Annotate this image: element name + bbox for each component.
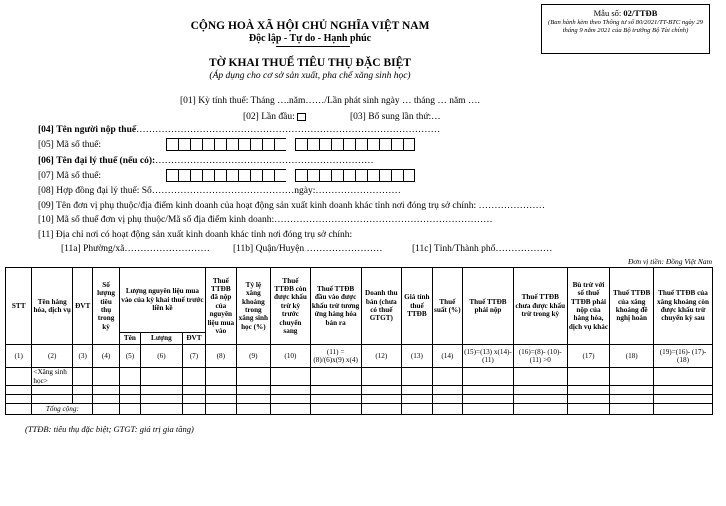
col-number: (1) (6, 345, 32, 368)
col-number: (5) (119, 345, 140, 368)
field-11-code: [11] (38, 230, 54, 240)
form-number-code: 02/TTĐB (623, 8, 658, 18)
column-number-row (6, 345, 713, 368)
row-item-name: <Xăng sinh học> (32, 368, 73, 386)
field-08-text: Hợp đồng đại lý thuế: Số………………………………………ngày:……………………… (56, 186, 401, 196)
field-01-text: Kỳ tính thuế: Tháng ….năm……/Lần phát sinh ngày … tháng … năm …. (198, 96, 480, 106)
field-05-text: Mã số thuế: (56, 140, 102, 150)
field-11a-text: Phường/xã……………………… (83, 244, 210, 254)
header-unit: ĐVT (73, 268, 93, 345)
field-06-label: Tên đại lý thuế (nếu có): (56, 156, 156, 166)
first-time-checkbox[interactable] (297, 113, 306, 121)
header-mat-qty: Lượng (141, 333, 183, 345)
col-number: (14) (432, 345, 462, 368)
header-revenue: Doanh thu bán (chưa có thuế GTGT) (361, 268, 402, 345)
field-10-text: Mã số thuế đơn vị phụ thuộc/Mã số địa điểm kinh doanh:…………………………………………………………… (56, 215, 493, 225)
tax-code-boxes[interactable] (166, 138, 415, 151)
col-number: (4) (93, 345, 119, 368)
field-07-agent-tax-code-label (38, 171, 101, 181)
field-10-dependent-tax-code[interactable] (38, 215, 493, 225)
col-number: (13) (402, 345, 432, 368)
form-number (542, 8, 709, 18)
header-deductible: Thuế TTĐB đầu vào được khấu trừ tương ứng hàng hóa bán ra (310, 268, 361, 345)
header-payable: Thuế TTĐB phải nộp (463, 268, 514, 345)
field-04-dots: …………………………………………………………………………………… (136, 125, 441, 135)
form-legal-note: (Ban hành kèm theo Thông tư số 80/2021/TT-BTC ngày 29 tháng 9 năm 2021 của Bộ trưởng Bộ Tài chính) (548, 19, 703, 34)
total-label: Tổng cộng: (32, 404, 93, 415)
field-07-text: Mã số thuế: (56, 171, 102, 181)
header-tax-base: Giá tính thuế TTĐB (402, 268, 432, 345)
currency-unit: Đơn vị tiền: Đồng Việt Nam (627, 257, 712, 266)
field-04-label: Tên người nộp thuế (56, 125, 137, 135)
table-row[interactable] (6, 395, 713, 404)
field-11c-text: Tỉnh/Thành phố……………… (433, 244, 553, 254)
header-tax-rate: Thuế suất (%) (432, 268, 462, 345)
field-01-tax-period[interactable] (180, 96, 480, 106)
header-ratio: Tỷ lệ xăng khoáng trong xăng sinh học (%) (236, 268, 271, 345)
col-number: (15)=(13) x(14)-(11) (463, 345, 514, 368)
form-number-label: Mẫu số: (593, 8, 622, 18)
field-09-code: [09] (38, 201, 54, 211)
header-offset: Bù trừ với số thuế TTĐB phải nộp của hàng hóa, dịch vụ khác (567, 268, 610, 345)
field-08-code: [08] (38, 186, 54, 196)
national-motto: Độc lập - Tự do - Hạnh phúc (248, 33, 372, 44)
header-refund: Thuế TTĐB của xăng khoáng đề nghị hoàn (610, 268, 654, 345)
field-11-text: Địa chỉ nơi có hoạt động sản xuất kinh doanh khác tỉnh nơi đóng trụ sở chính: (55, 230, 353, 240)
col-number: (16)=(8)- (10)-(11) >0 (513, 345, 567, 368)
col-number: (7) (182, 345, 205, 368)
col-number: (17) (567, 345, 610, 368)
col-number: (19)=(16)- (17)-(18) (654, 345, 713, 368)
field-08-agent-contract[interactable] (38, 186, 401, 196)
field-02-text: Lần đầu: (261, 112, 295, 122)
field-09-dependent-unit[interactable] (38, 201, 545, 211)
agent-tax-code-boxes[interactable] (166, 169, 415, 182)
field-09-text: Tên đơn vị phụ thuộc/địa điểm kinh doanh của hoạt động sản xuất kinh doanh khác tỉnh nơi đóng trụ sở chính: ………………… (56, 201, 545, 211)
table-row[interactable] (6, 386, 713, 395)
header-quantity: Số lượng tiêu thụ trong kỳ (93, 268, 119, 345)
form-number-box (541, 4, 710, 54)
field-10-code: [10] (38, 215, 54, 225)
field-05-tax-code-label (38, 140, 101, 150)
field-06-code: [06] (38, 156, 54, 166)
field-01-code: [01] (180, 96, 196, 106)
header-stt: STT (6, 268, 32, 345)
field-11c-province[interactable] (412, 244, 552, 254)
header-materials-group: Lượng nguyên liệu mua vào của kỳ khai thuế trước liền kề (119, 268, 205, 333)
header-mat-unit: ĐVT (182, 333, 205, 345)
document-title: TỜ KHAI THUẾ TIÊU THỤ ĐẶC BIỆT (209, 57, 411, 69)
header-not-deducted: Thuế TTĐB còn được khấu trừ kỳ trước chuyển sang (271, 268, 311, 345)
col-number: (10) (271, 345, 311, 368)
col-number: (2) (32, 345, 73, 368)
motto-underline (276, 46, 350, 47)
field-04-taxpayer-name[interactable] (38, 125, 440, 135)
document-subtitle: (Áp dụng cho cơ sở sản xuất, pha chế xăng sinh học) (209, 71, 411, 81)
header-mat-name: Tên (119, 333, 140, 345)
field-03-code: [03] (350, 112, 366, 122)
header-not-deducted-fully: Thuế TTĐB chưa được khấu trừ trong kỳ (513, 268, 567, 345)
col-number: (6) (141, 345, 183, 368)
field-04-code: [04] (38, 125, 54, 135)
col-number: (18) (610, 345, 654, 368)
field-11a-ward[interactable] (61, 244, 210, 254)
field-05-code: [05] (38, 140, 54, 150)
field-11b-district[interactable] (233, 244, 383, 254)
col-number: (12) (361, 345, 402, 368)
field-11b-code: [11b] (233, 244, 254, 254)
field-02-code: [02] (243, 112, 259, 122)
table-row[interactable] (6, 368, 713, 386)
tax-declaration-table (5, 267, 713, 415)
field-11b-text: Quận/Huyện …………………… (255, 244, 383, 254)
field-03-text: Bổ sung lần thứ:… (368, 112, 441, 122)
field-11c-code: [11c] (412, 244, 432, 254)
field-06-agent-name[interactable] (38, 156, 374, 166)
field-11-address (38, 230, 352, 240)
field-11a-code: [11a] (61, 244, 81, 254)
col-number: (8) (206, 345, 236, 368)
field-06-dots: …………………………………………………………… (155, 156, 374, 166)
header-carry-forward: Thuế TTĐB của xăng khoáng còn được khấu trừ chuyển kỳ sau (654, 268, 713, 345)
col-number: (9) (236, 345, 271, 368)
header-tax-paid-materials: Thuế TTĐB đã nộp của nguyên liệu mua vào (206, 268, 236, 345)
national-title: CỘNG HOÀ XÃ HỘI CHỦ NGHĨA VIỆT NAM (190, 20, 430, 32)
total-row (6, 404, 713, 415)
footnote: (TTĐB: tiêu thụ đặc biệt; GTGT: giá trị gia tăng) (25, 424, 194, 434)
header-goods: Tên hàng hóa, dịch vụ (32, 268, 73, 345)
col-number: (11) = (8)/(6)x(9) x(4) (310, 345, 361, 368)
field-07-code: [07] (38, 171, 54, 181)
field-03-supplement[interactable] (350, 112, 441, 122)
field-02-first-time[interactable] (243, 112, 306, 122)
col-number: (3) (73, 345, 93, 368)
